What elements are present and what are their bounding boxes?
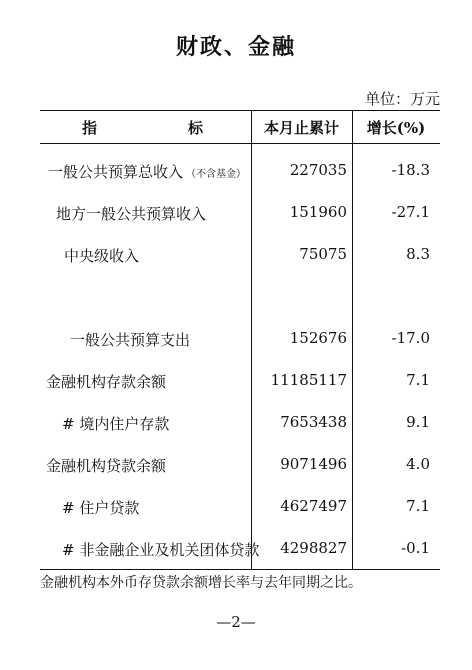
header-cumulative: 本月止累计 [263, 119, 339, 137]
unit-label: 单位：万元 [364, 90, 440, 108]
footnote: 金融机构本外币存贷款余额增长率与去年同期之比。 [40, 575, 362, 591]
page-title: 财政、金融 [175, 34, 296, 60]
row-growth: -0.1 [401, 539, 430, 557]
table-row [40, 157, 440, 187]
row-note: （不含基金） [186, 169, 247, 180]
row-label: 一般公共预算总收入 （不含基金） [48, 163, 247, 181]
table-row [40, 535, 440, 565]
header-indicator-right: 标 [188, 119, 204, 137]
row-growth: 7.1 [406, 371, 430, 389]
row-value: 227035 [289, 161, 347, 179]
row-value: 4298827 [280, 539, 347, 557]
table-row [40, 241, 440, 271]
table-row [40, 493, 440, 523]
row-growth: 9.1 [406, 413, 430, 431]
row-label: # 住户贷款 [62, 499, 140, 517]
header-indicator-left: 指 [82, 119, 98, 137]
row-label: # 非金融企业及机关团体贷款 [62, 541, 260, 559]
row-value: 7653438 [280, 413, 347, 431]
row-label: 金融机构贷款余额 [46, 457, 167, 475]
table-row [40, 367, 440, 397]
row-label: # 境内住户存款 [62, 415, 170, 433]
page-number: —2— [216, 613, 256, 631]
finance-table [40, 110, 440, 570]
table-row [40, 409, 440, 439]
row-growth: 8.3 [406, 245, 430, 263]
row-growth: 7.1 [406, 497, 430, 515]
row-label: 金融机构存款余额 [46, 373, 167, 391]
table-row [40, 199, 440, 229]
row-growth: -17.0 [391, 329, 430, 347]
row-value: 4627497 [280, 497, 347, 515]
table-row [40, 451, 440, 481]
row-value: 75075 [299, 245, 347, 263]
row-value: 152676 [289, 329, 347, 347]
row-growth: 4.0 [406, 455, 430, 473]
row-value: 9071496 [280, 455, 347, 473]
row-label: 一般公共预算支出 [70, 331, 191, 349]
table-header [40, 111, 440, 144]
table-row [40, 325, 440, 355]
row-value: 151960 [289, 203, 347, 221]
row-growth: -18.3 [391, 161, 430, 179]
row-label: 中央级收入 [64, 247, 140, 265]
header-growth: 增长(%) [366, 119, 426, 137]
row-label: 地方一般公共预算收入 [56, 205, 207, 223]
row-value: 11185117 [270, 371, 347, 389]
row-growth: -27.1 [391, 203, 430, 221]
